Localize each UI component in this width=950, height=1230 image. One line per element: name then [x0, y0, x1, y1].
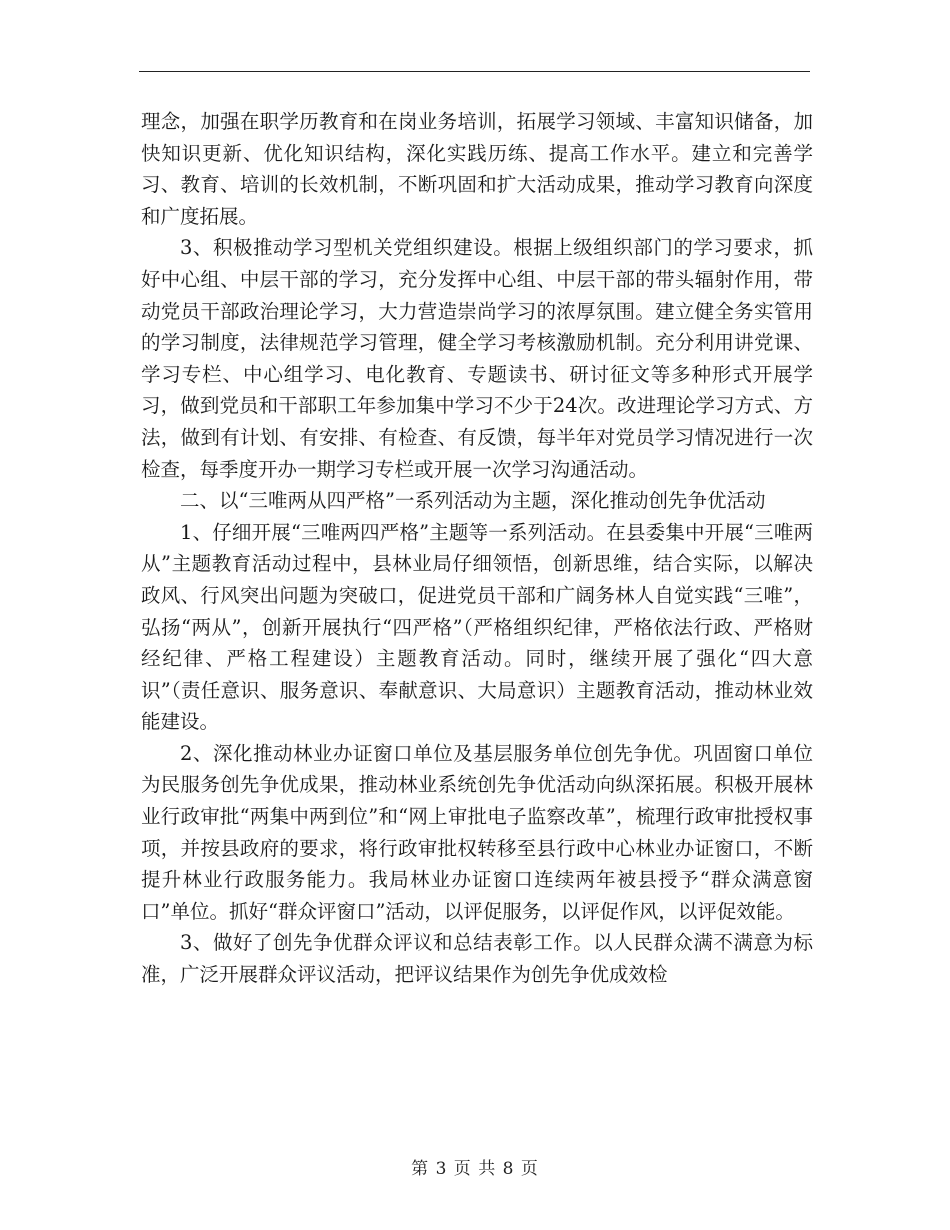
- paragraph-item-3b: 3、做好了创先争优群众评议和总结表彰工作。以人民群众满不满意为标准，广泛开展群众评议活动，把评议结果作为创先争优成效检: [141, 931, 813, 987]
- paragraph-item-2: 2、深化推动林业办证窗口单位及基层服务单位创先争优。巩固窗口单位为民服务创先争优成果，推动林业系统创先争优活动向纵深拓展。积极开展林业行政审批“两集中两到位”和“网上审批电子监察改革”，梳理行政审批授权事项，并按县政府的要求，将行政审批权转移至县行政中心林业办证窗口，不断提升林业行政服务能力。我局林业办证窗口连续两年被县授予“群众满意窗口”单位。抓好“群众评窗口”活动，以评促服务，以评促作风，以评促效能。: [141, 741, 813, 923]
- header-rule: [139, 71, 810, 72]
- paragraph-item-3: 3、积极推动学习型机关党组织建设。根据上级组织部门的学习要求，抓好中心组、中层干部的学习，充分发挥中心组、中层干部的带头辐射作用，带动党员干部政治理论学习，大力营造崇尚学习的浓厚氛围。建立健全务实管用的学习制度，法律规范学习管理，健全学习考核激励机制。充分利用讲党课、学习专栏、中心组学习、电化教育、专题读书、研讨征文等多种形式开展学习，做到党员和干部职工年参加集中学习不少于24次。改进理论学习方式、方法，做到有计划、有安排、有检查、有反馈，每半年对党员学习情况进行一次检查，每季度开办一期学习专栏或开展一次学习沟通活动。: [141, 236, 813, 481]
- paragraph-continuation: 理念，加强在职学历教育和在岗业务培训，拓展学习领域、丰富知识储备，加快知识更新、优化知识结构，深化实践历练、提高工作水平。建立和完善学习、教育、培训的长效机制，不断巩固和扩大活动成果，推动学习教育向深度和广度拓展。: [141, 110, 813, 228]
- page-footer: 第 3 页 共 8 页: [411, 1159, 539, 1179]
- document-body: [141, 106, 813, 991]
- section-heading-2: 二、以“三唯两从四严格”一系列活动为主题，深化推动创先争优活动: [180, 489, 766, 513]
- paragraph-item-1: 1、仔细开展“三唯两四严格”主题等一系列活动。在县委集中开展“三唯两从”主题教育活动过程中，县林业局仔细领悟，创新思维，结合实际，以解决政风、行风突出问题为突破口，促进党员干部和广阔务林人自觉实践“三唯”，弘扬“两从”，创新开展执行“四严格”（严格组织纪律，严格依法行政、严格财经纪律、严格工程建设）主题教育活动。同时，继续开展了强化“四大意识”（责任意识、服务意识、奉献意识、大局意识）主题教育活动，推动林业效能建设。: [141, 520, 813, 734]
